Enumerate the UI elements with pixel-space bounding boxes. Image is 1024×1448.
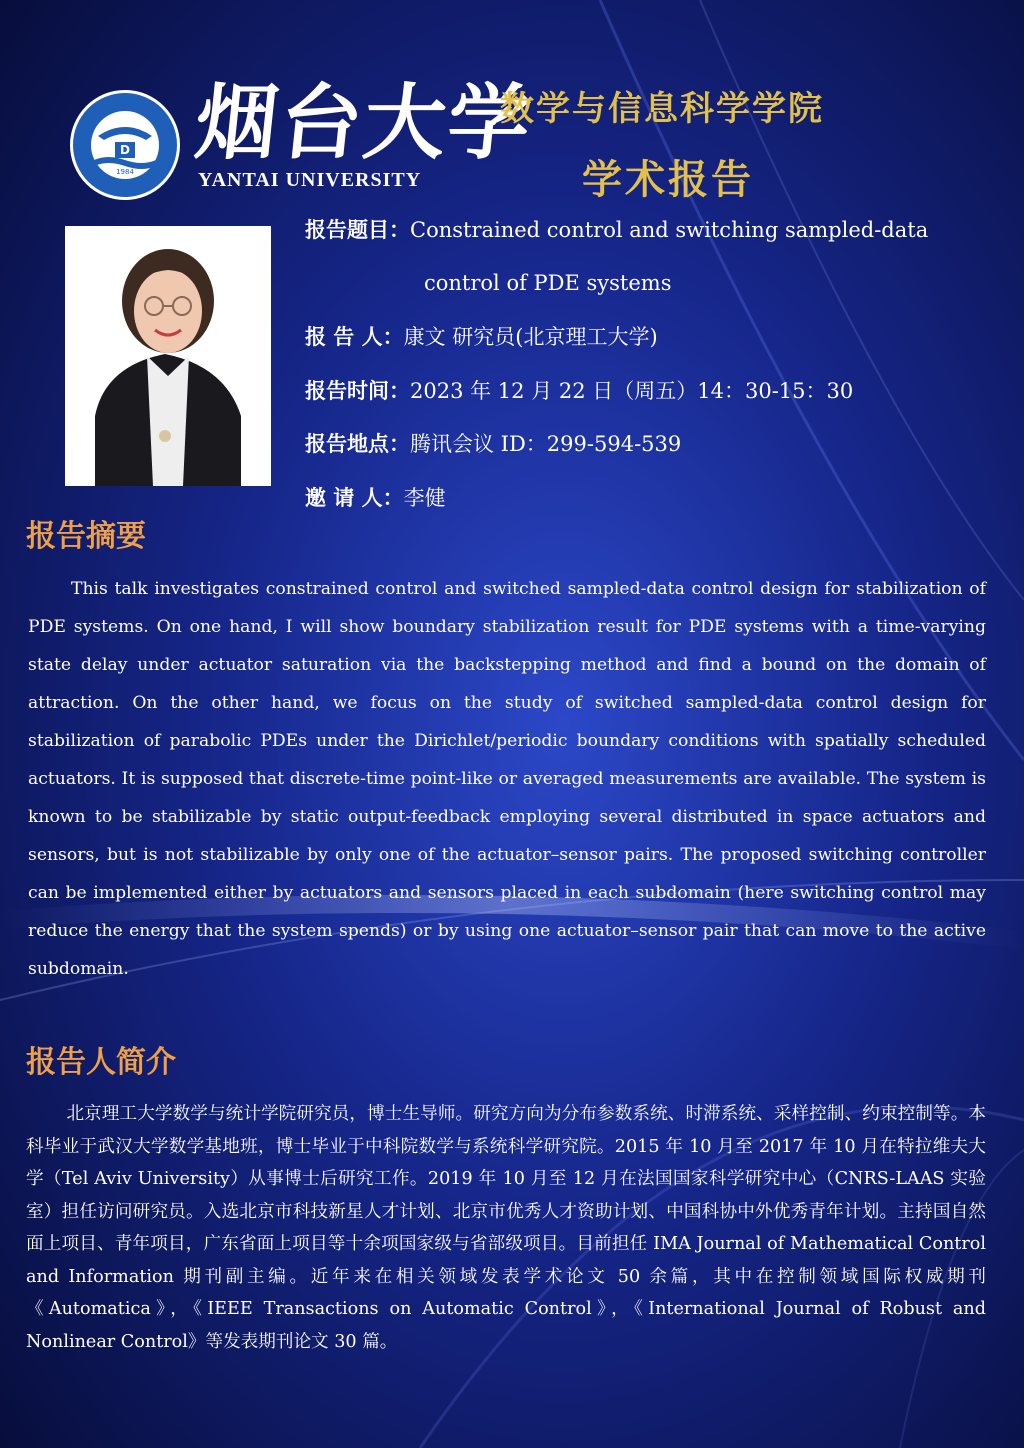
inviter-value: 李健	[403, 486, 446, 510]
speaker-value: 康文 研究员(北京理工大学)	[403, 325, 658, 349]
talk-title-line1: Constrained control and switching sampled-data	[410, 218, 929, 242]
time-value: 2023 年 12 月 22 日（周五）14：30-15：30	[410, 379, 854, 403]
university-logo	[68, 88, 182, 202]
bio-heading: 报告人简介	[26, 1045, 176, 1080]
university-name-cn: 烟台大学	[190, 75, 538, 171]
info-place-line	[305, 433, 681, 455]
info-inviter-line	[305, 487, 446, 509]
title-label: 报告题目：	[305, 217, 410, 242]
bio-text: 北京理工大学数学与统计学院研究员，博士生导师。研究方向为分布参数系统、时滞系统、采样控制、约束控制等。本科毕业于武汉大学数学基地班，博士毕业于中科院数学与系统科学研究院。2015 年 10 月至 2017 年 10 月在特拉维夫大学（Tel Aviv University）从事博士后研究工作。2019 年 10 月至 12 月在法国国家科学研究中心（CNRS-LAAS 实验室）担任访问研究员。入选北京市科技新星人才计划、北京市优秀人才资助计划、中国科协中外优秀青年计划。主持国自然面上项目、青年项目，广东省面上项目等十余项国家级与省部级项目。目前担任 IMA Journal of Mathematical Control and Information 期刊副主编。近年来在相关领域发表学术论文 50 余篇，其中在控制领域国际权威期刊《Automatica》，《IEEE Transactions on Automatic Control》，《International Journal of Robust and Nonlinear Control》等发表期刊论文 30 篇。	[26, 1104, 986, 1352]
info-speaker-line	[305, 326, 658, 348]
speaker-label: 报 告 人：	[305, 324, 404, 349]
talk-title-line2: control of PDE systems	[424, 271, 672, 295]
logo-year: 1984	[116, 168, 134, 176]
time-label: 报告时间：	[305, 378, 410, 403]
inviter-label: 邀 请 人：	[305, 485, 404, 510]
report-title: 学术报告	[582, 157, 754, 203]
school-name: 数学与信息科学学院	[500, 89, 824, 129]
place-value: 腾讯会议 ID：299-594-539	[410, 432, 682, 456]
info-time-line	[305, 380, 853, 402]
place-label: 报告地点：	[305, 431, 410, 456]
abstract-heading: 报告摘要	[26, 519, 146, 554]
speaker-photo	[65, 226, 271, 486]
university-name-en: YANTAI UNIVERSITY	[198, 169, 422, 191]
abstract-text: This talk investigates constrained control and switched sampled-data control design for stabilization of PDE systems. On one hand, I will show boundary stabilization result for PDE systems with a time-varying state delay under actuator saturation via the backstepping method and find a bound on the domain of attraction. On the other hand, we focus on the study of switched sampled-data control design for stabilization of parabolic PDEs under the Dirichlet/periodic boundary conditions with spatially scheduled actuators. It is supposed that discrete-time point-like or averaged measurements are available. The system is known to be stabilizable by static output-feedback employing several distributed in space actuators and sensors, but is not stabilizable by only one of the actuator–sensor pairs. The proposed switching controller can be implemented either by actuators and sensors placed in each subdomain (here switching control may reduce the energy that the system spends) or by using one actuator–sensor pair that can move to the active subdomain.	[28, 579, 986, 979]
info-title-line	[305, 219, 928, 241]
logo-letter: D	[120, 143, 130, 157]
